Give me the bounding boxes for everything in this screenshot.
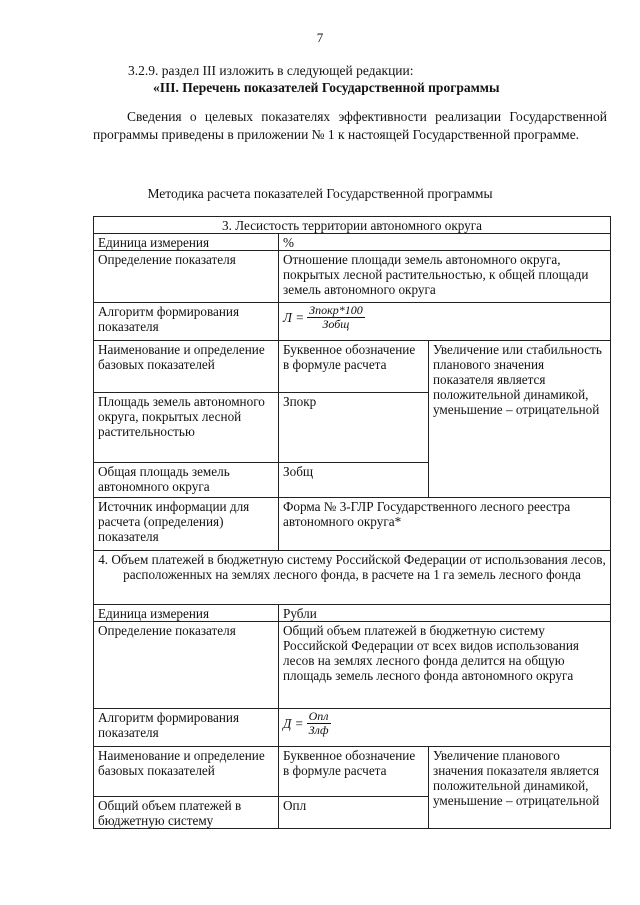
indicator3-row1-letter: Зпокр — [279, 393, 429, 463]
indicator4-letter-label: Буквенное обозначение в формуле расчета — [279, 747, 429, 797]
indicator4-algorithm-label: Алгоритм формирования показателя — [94, 709, 279, 747]
method-title: Методика расчета показателей Государственной программы — [147, 186, 493, 201]
indicator3-unit-value: % — [279, 234, 611, 251]
indicator3-row1-name: Площадь земель автономного округа, покрытых лесной растительностью — [94, 393, 279, 463]
formula-denominator: Злф — [308, 723, 329, 737]
section-title: «III. Перечень показателей Государственной программы — [153, 80, 500, 95]
indicator4-header: 4. Объем платежей в бюджетную систему Российской Федерации от использования лесов, расположенных на землях лесного фонда, в расчете на 1 га земель лесного фонда — [94, 551, 611, 605]
indicator4-definition-label: Определение показателя — [94, 622, 279, 709]
intro-paragraph: Сведения о целевых показателях эффективности реализации Государственной программы приведены в приложении № 1 к настоящей Государственной программе. — [93, 109, 607, 142]
indicator3-base-label: Наименование и определение базовых показателей — [94, 341, 279, 393]
indicator4-definition-value: Общий объем платежей в бюджетную систему Российской Федерации от всех видов использования лесов на землях лесного фонда делится на общую площадь земель лесного фонда автономного округа — [279, 622, 611, 709]
indicator3-unit-label: Единица измерения — [94, 234, 279, 251]
indicator3-source-value: Форма № 3-ГЛР Государственного лесного реестра автономного округа* — [279, 498, 611, 551]
indicator3-row2-name: Общая площадь земель автономного округа — [94, 463, 279, 498]
indicator3-dynamics: Увеличение или стабильность планового значения показателя является положительной динамикой, уменьшение – отрицательной — [429, 341, 611, 498]
formula-denominator: Зобщ — [322, 317, 350, 331]
indicator4-row1-letter: Опл — [279, 797, 429, 829]
indicator4-unit-label: Единица измерения — [94, 605, 279, 622]
indicator3-source-label: Источник информации для расчета (определения) показателя — [94, 498, 279, 551]
indicator4-dynamics: Увеличение планового значения показателя является положительной динамикой, уменьшение – отрицательной — [429, 747, 611, 829]
indicator3-algorithm-label: Алгоритм формирования показателя — [94, 303, 279, 341]
section-line: 3.2.9. раздел III изложить в следующей редакции: — [128, 63, 414, 78]
indicators-table — [93, 216, 611, 829]
indicator4-unit-value: Рубли — [279, 605, 611, 622]
indicator3-definition-value: Отношение площади земель автономного округа, покрытых лесной растительностью, к общей площади земель автономного округа — [279, 251, 611, 303]
formula-numerator: Опл — [308, 709, 329, 723]
page-number: 7 — [316, 30, 324, 45]
indicator4-base-label: Наименование и определение базовых показателей — [94, 747, 279, 797]
indicator3-formula — [279, 303, 611, 341]
indicator4-row1-name: Общий объем платежей в бюджетную систему — [94, 797, 279, 829]
indicator3-row2-letter: Зобщ — [279, 463, 429, 498]
indicator3-header: 3. Лесистость территории автономного округа — [94, 217, 611, 234]
indicator4-formula — [279, 709, 611, 747]
indicator3-definition-label: Определение показателя — [94, 251, 279, 303]
indicator3-letter-label: Буквенное обозначение в формуле расчета — [279, 341, 429, 393]
formula-lhs: Л = — [283, 310, 305, 325]
formula-numerator: Зпокр*100 — [309, 303, 363, 317]
formula-lhs: Д = — [283, 716, 304, 731]
